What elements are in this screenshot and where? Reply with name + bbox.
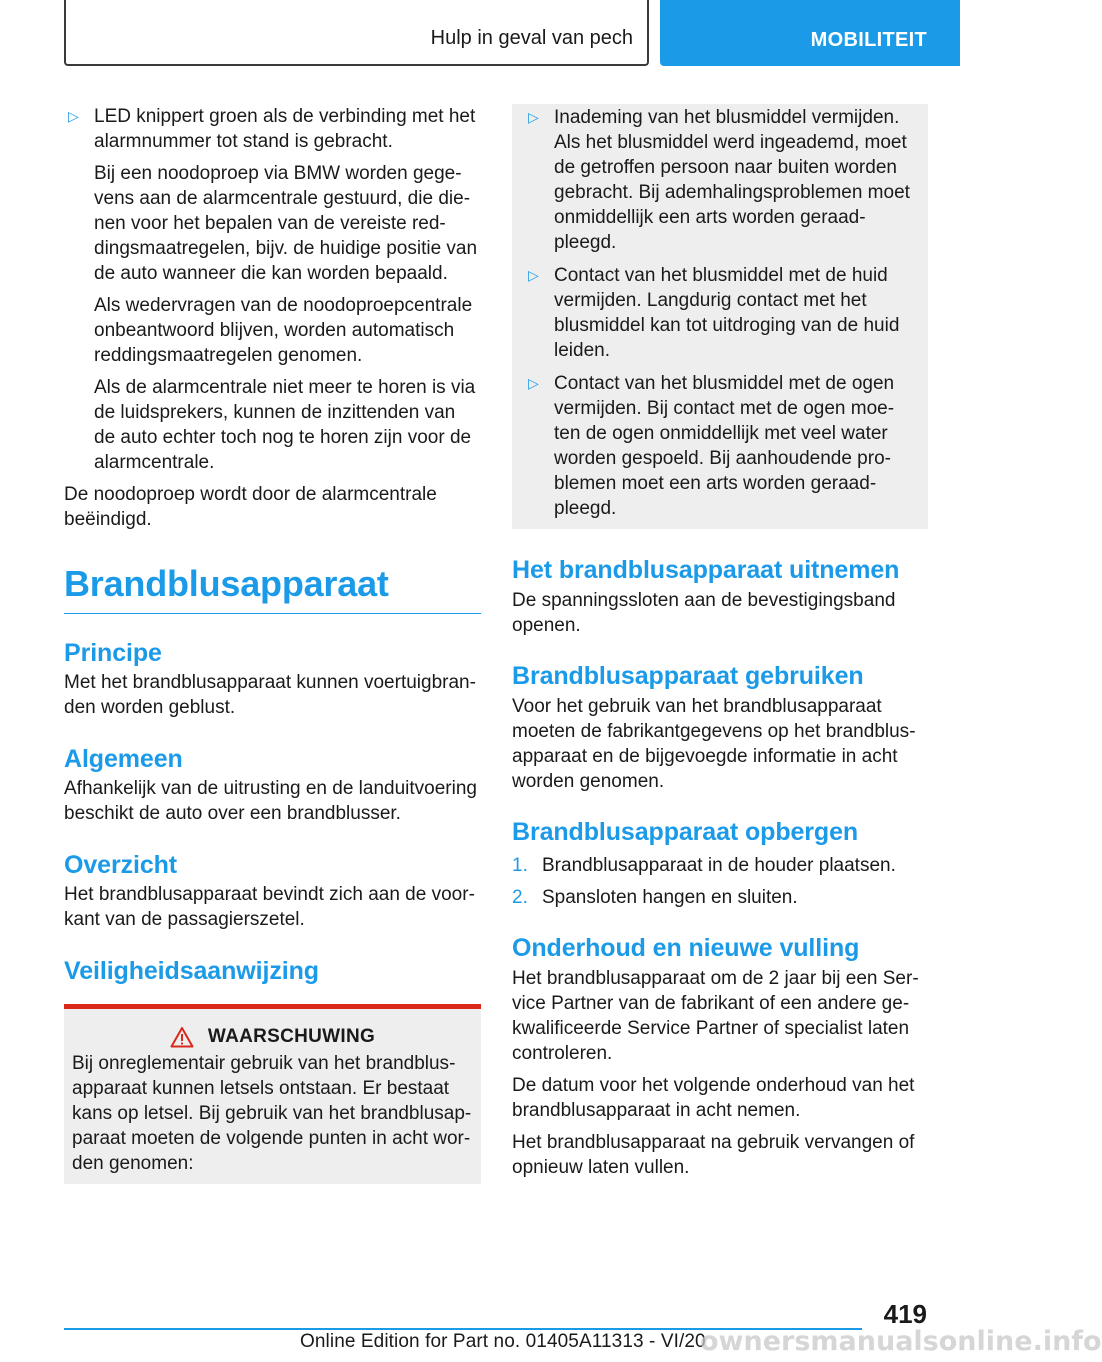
triangle-bullet-icon: ▷ [528,375,539,391]
section-heading-principe: Principe [64,639,162,667]
paragraph: Voor het gebruik van het brandblusapparaat moeten de fabrikantgegevens op het brandblusapparaat en de bijgevoegde informatie in acht worden genomen. [512,696,916,792]
chapter-title: Brandblusapparaat [64,563,481,614]
paragraph: Het brandblusapparaat bevindt zich aan de voorkant van de passagierszetel. [64,884,475,930]
section-heading-onderhoud: Onderhoud en nieuwe vulling [512,934,860,962]
section-heading-opbergen: Brandblusapparaat opbergen [512,818,859,846]
list-item: ▷ Contact van het blusmiddel met de ogen vermijden. Bij contact met de ogen moeten de ogen onmiddellijk met veel water worden gespoeld. Bij aanhoudende problemen moet een arts worden geraadpleegd. [528,373,895,519]
paragraph: Bij een noodoproep via BMW worden gegevens aan de alarmcentrale gestuurd, die dienen voor het bepalen van de vereiste reddingsmaatregelen, bijv. de huidige positie van de auto wanneer die kan worden bepaald. [94,163,478,284]
numbered-step: 2. Spansloten hangen en sluiten. [512,887,798,908]
paragraph: Met het brandblusapparaat kunnen voertuigbranden worden geblust. [64,672,476,718]
section-heading-gebruiken: Brandblusapparaat gebruiken [512,662,864,690]
right-column [512,104,928,1180]
header-chapter-title: Hulp in geval van pech [430,27,633,49]
paragraph: Als wedervragen van de noodoproepcentrale onbeantwoord blijven, worden automatisch reddingsmaatregelen genomen. [94,295,473,366]
header-section-tab [660,0,960,66]
step-number: 2. [512,887,528,908]
header-section-label: MOBILITEIT [810,29,927,51]
triangle-bullet-icon: ▷ [528,109,539,125]
left-column [64,104,481,1184]
step-number: 1. [512,855,528,876]
watermark-logo: ownersmanualsonline.info [700,1326,1102,1357]
warning-header [72,1026,473,1048]
header-chapter-box [64,0,649,66]
paragraph: De datum voor het volgende onderhoud van het brandblusapparaat in acht nemen. [512,1075,915,1121]
section-heading-algemeen: Algemeen [64,745,183,773]
triangle-bullet-icon: ▷ [68,108,79,124]
section-heading-uitnemen: Het brandblusapparaat uitnemen [512,556,900,584]
page-number: 419 [883,1299,927,1329]
paragraph: Als de alarmcentrale niet meer te horen is via de luidsprekers, kunnen de inzittenden van de auto echter toch nog te horen zijn voor de alarmcentrale. [94,377,476,473]
section-heading-overzicht: Overzicht [64,851,178,879]
paragraph: Afhankelijk van de uitrusting en de landuitvoering beschikt de auto over een brandblusser. [64,778,477,824]
warning-triangle-icon [170,1026,194,1048]
list-item: ▷ Contact van het blusmiddel met de huid vermijden. Langdurig contact met het blusmiddel kan tot uitdroging van de huid leiden. [528,265,900,361]
paragraph: Het brandblusapparaat na gebruik vervangen of opnieuw laten vullen. [512,1132,915,1178]
paragraph: De noodoproep wordt door de alarmcentrale beëindigd. [64,484,437,530]
paragraph: De spanningssloten aan de bevestigingsband openen. [512,590,896,636]
list-item: ▷ Inademing van het blusmiddel vermijden. Als het blusmiddel werd ingeademd, moet de getroffen persoon naar buiten worden gebracht. Bij ademhalingsproblemen moet onmiddellijk een arts worden geraadpleegd. [528,107,910,253]
paragraph: Het brandblusapparaat om de 2 jaar bij een Service Partner van de fabrikant of een andere gekwalificeerde Service Partner of specialist laten controleren. [512,968,919,1064]
triangle-bullet-icon: ▷ [528,267,539,283]
footer-edition: Online Edition for Part no. 01405A11313 - VI/20 [300,1331,706,1352]
list-item: ▷ LED knippert groen als de verbinding met het alarmnummer tot stand is gebracht. [68,106,476,152]
warning-box [64,1004,481,1184]
warning-title: WAARSCHUWING [207,1026,376,1047]
warning-text: Bij onreglementair gebruik van het brandblusapparaat kunnen letsels ontstaan. Er bestaat kans op letsel. Bij gebruik van het brandblusapparaat moeten de volgende punten in acht worden genomen: [72,1053,472,1174]
section-heading-veiligheid: Veiligheidsaanwijzing [64,957,319,985]
numbered-step: 1. Brandblusapparaat in de houder plaatsen. [512,855,896,876]
warning-continuation-box [512,104,928,529]
